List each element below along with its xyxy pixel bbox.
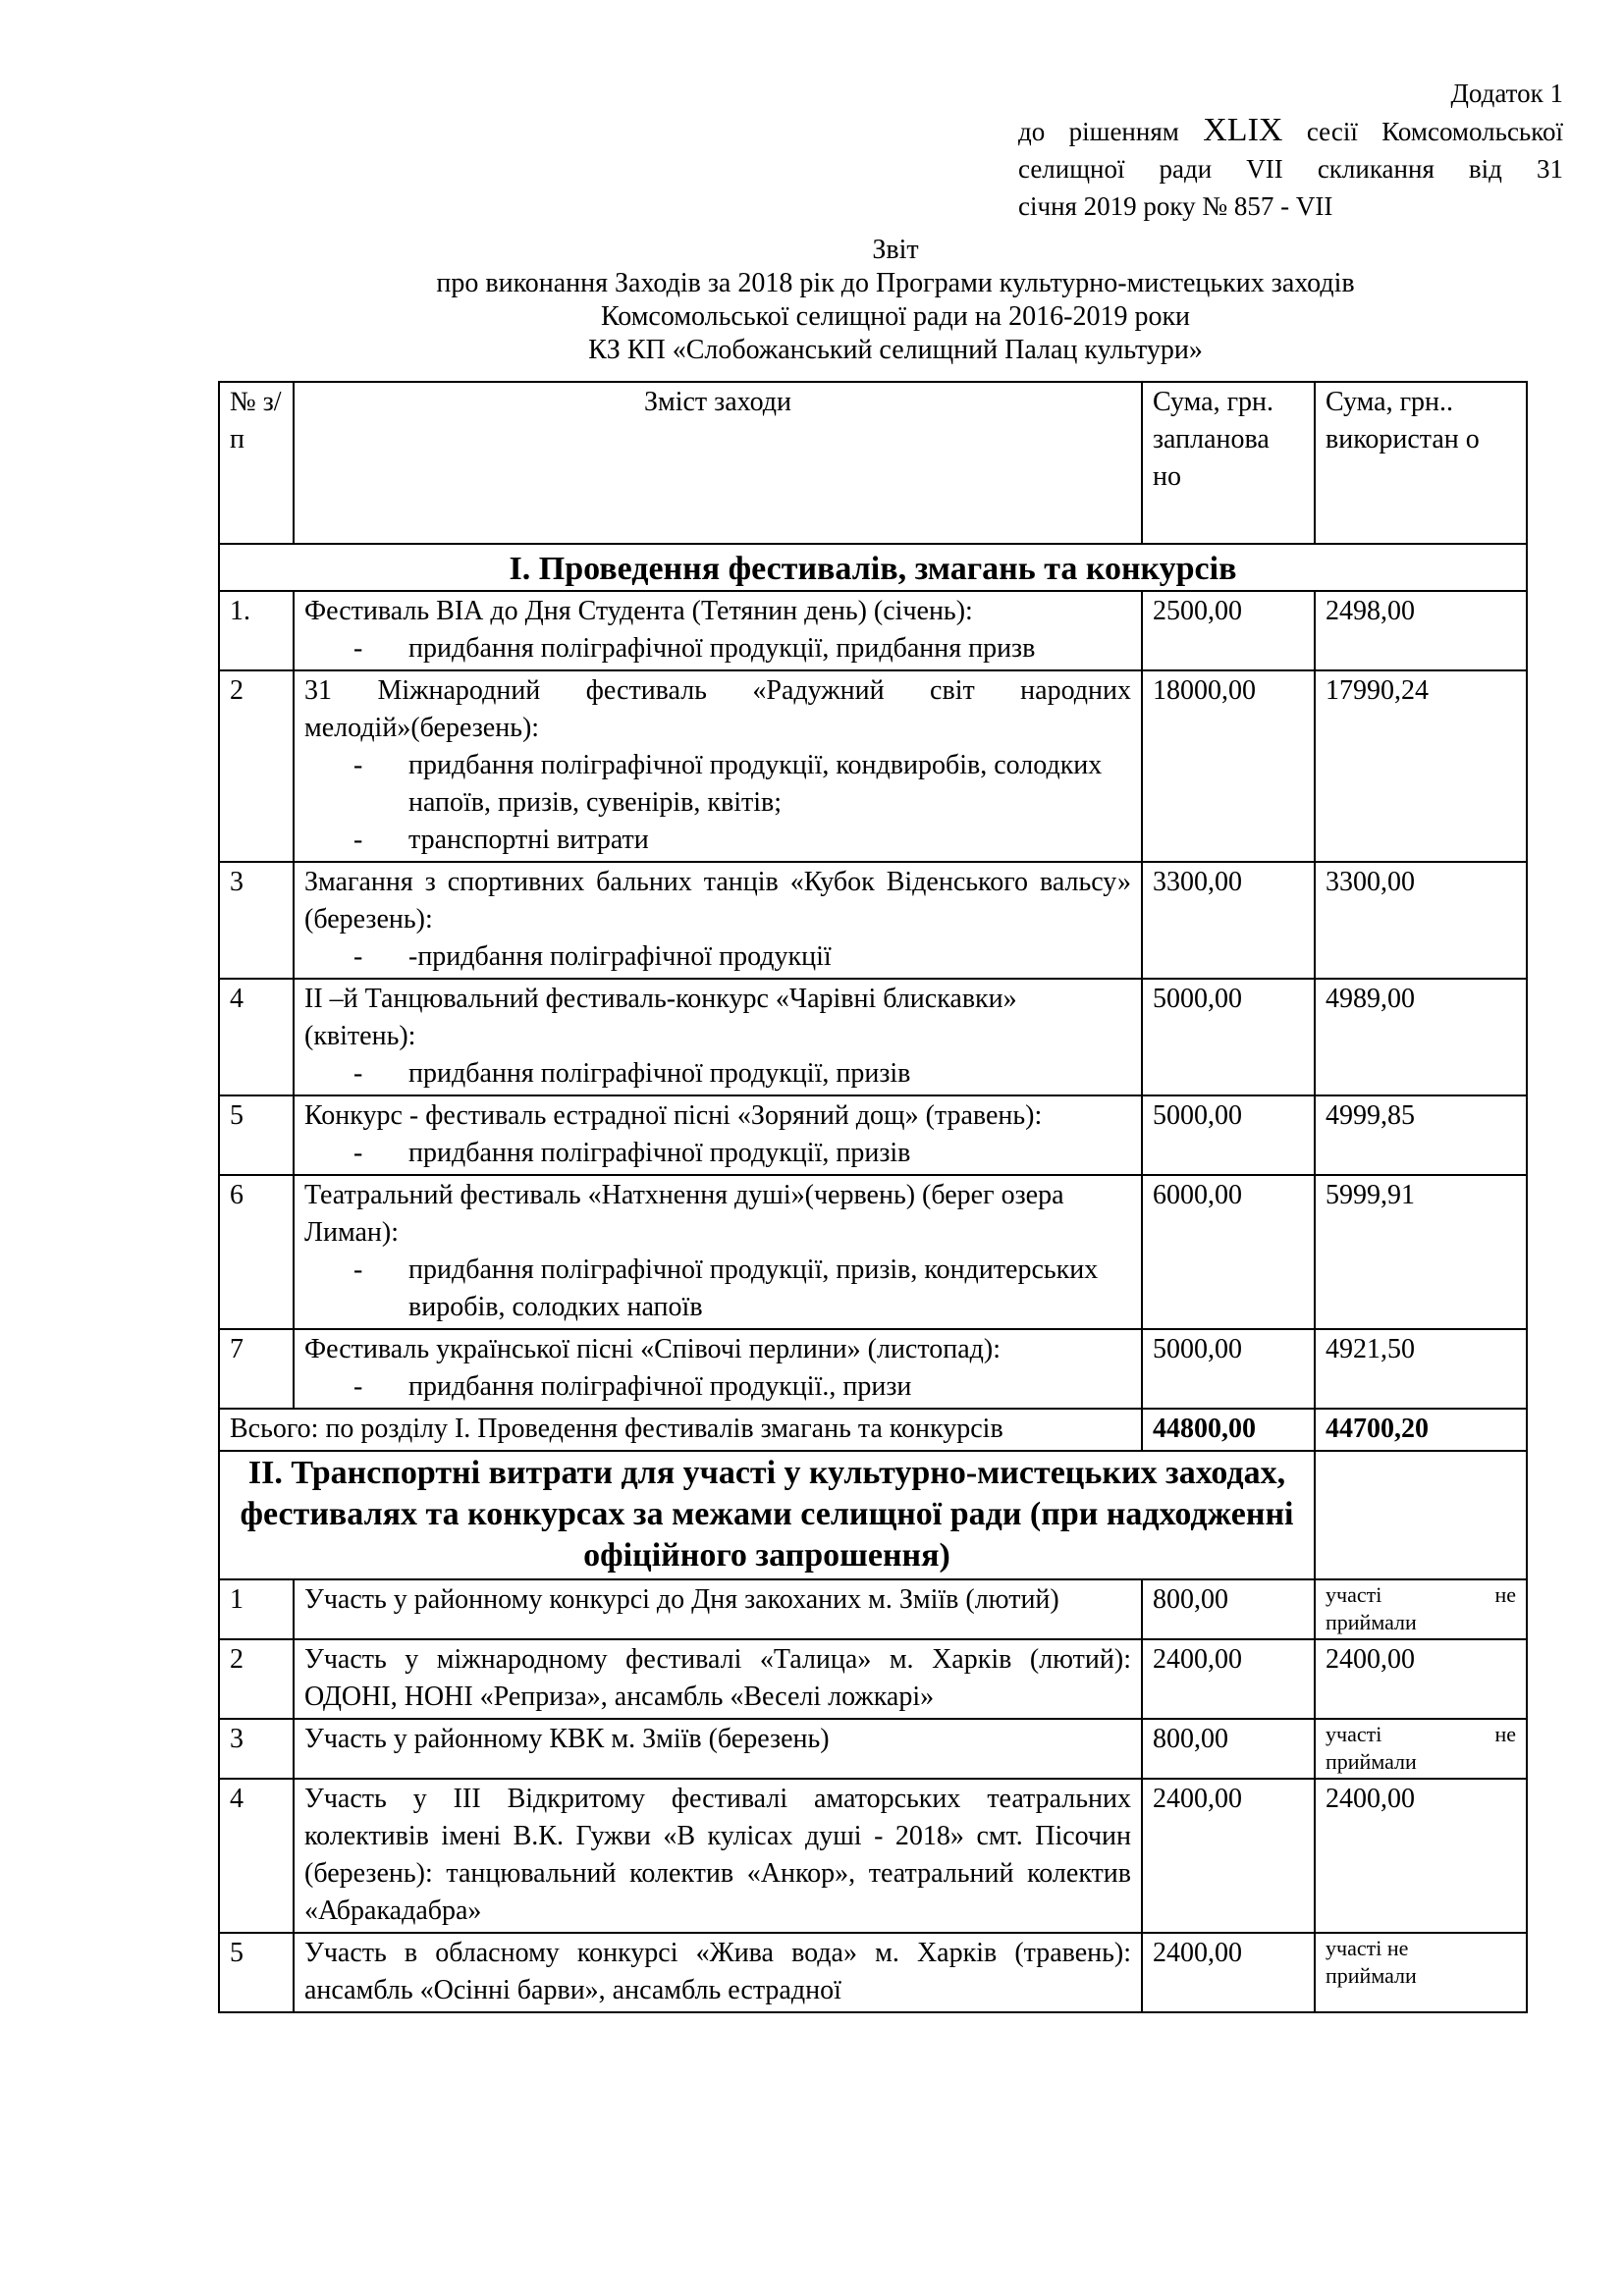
used-sum: 2400,00 [1315, 1779, 1527, 1933]
table-row [219, 1095, 1527, 1175]
header-number: № з/п [219, 382, 294, 544]
row-number: 6 [219, 1175, 294, 1329]
table-row [219, 1779, 1527, 1933]
table-header-row [219, 382, 1527, 544]
row-description [294, 1095, 1142, 1175]
section-1-total-row [219, 1409, 1527, 1451]
total-label: Всього: по розділу І. Проведення фестивалів змагань та конкурсів [219, 1409, 1142, 1451]
planned-sum: 5000,00 [1142, 1095, 1315, 1175]
report-table [218, 381, 1528, 2013]
decision-line-3: січня 2019 року № 857 - VII [1018, 191, 1333, 221]
total-used-sum: 44700,20 [1315, 1409, 1527, 1451]
row-description [294, 979, 1142, 1095]
report-title: Звіт [872, 235, 919, 265]
row-description: Участь у ІІІ Відкритому фестивалі аматорських театральних колективів імені В.К. Гужви «В кулісах душі - 2018» смт. Пісочин (березень): танцювальний колектив «Анкор», театральний колектив «Абракадабра» [294, 1779, 1142, 1933]
planned-sum: 18000,00 [1142, 670, 1315, 862]
event-expense-item: - придбання поліграфічної продукції, призів [353, 1058, 911, 1089]
header-planned-sum: Сума, грн. запланова но [1142, 382, 1315, 544]
used-sum: 2400,00 [1315, 1639, 1527, 1719]
row-number: 2 [219, 1639, 294, 1719]
decision-line-2: селищної ради VII скликання від 31 [1018, 154, 1563, 184]
header-used-sum: Сума, грн.. використан о [1315, 382, 1527, 544]
report-subtitle-3: КЗ КП «Слобожанський селищний Палац культури» [588, 335, 1203, 365]
row-number: 5 [219, 1933, 294, 2012]
used-sum: 2498,00 [1315, 591, 1527, 670]
event-expense-item: - транспортні витрати [353, 825, 649, 855]
table-row [219, 1329, 1527, 1409]
event-expense-item: - придбання поліграфічної продукції, кондвиробів, солодких напоїв, призів, сувенірів, квітів; [353, 750, 1103, 818]
table-row [219, 862, 1527, 979]
event-title: Змагання з спортивних бальних танців «Кубок Віденського вальсу» (березень): [304, 867, 1131, 934]
section-1-header [219, 544, 1527, 591]
session-number: XLIX [1203, 112, 1283, 148]
event-title: 31 Міжнародний фестиваль «Радужний світ народних мелодій»(березень): [304, 675, 1131, 743]
event-expense-item: - придбання поліграфічної продукції, призів, кондитерських виробів, солодких напоїв [353, 1255, 1099, 1322]
planned-sum: 3300,00 [1142, 862, 1315, 979]
planned-sum: 5000,00 [1142, 979, 1315, 1095]
used-sum-note: участі не приймали [1315, 1933, 1527, 2012]
event-expense-item: - -придбання поліграфічної продукції [353, 941, 832, 972]
used-sum: 3300,00 [1315, 862, 1527, 979]
used-sum: 17990,24 [1315, 670, 1527, 862]
section-2-empty-cell [1315, 1451, 1527, 1579]
decision-line-1: до рішенням XLIX сесії Комсомольської [1018, 112, 1563, 148]
row-number: 3 [219, 862, 294, 979]
event-title: Фестиваль ВІА до Дня Студента (Тетянин день) (січень): [304, 596, 973, 626]
row-description [294, 591, 1142, 670]
table-row [219, 591, 1527, 670]
row-description: Участь у міжнародному фестивалі «Талица» м. Харків (лютий): ОДОНІ, НОНІ «Реприза», ансамбль «Веселі ложкарі» [294, 1639, 1142, 1719]
row-number: 3 [219, 1719, 294, 1779]
planned-sum: 2400,00 [1142, 1639, 1315, 1719]
event-title: ІІ –й Танцювальний фестиваль-конкурс «Чарівні блискавки» (квітень): [304, 984, 1017, 1051]
table-row [219, 1933, 1527, 2012]
section-1-title: І. Проведення фестивалів, змагань та конкурсів [219, 544, 1527, 591]
used-sum: 5999,91 [1315, 1175, 1527, 1329]
row-description [294, 1175, 1142, 1329]
event-title: Фестиваль української пісні «Співочі перлини» (листопад): [304, 1334, 1001, 1364]
planned-sum: 800,00 [1142, 1579, 1315, 1639]
event-title: Конкурс - фестиваль естрадної пісні «Зоряний дощ» (травень): [304, 1100, 1043, 1131]
event-expense-item: - придбання поліграфічної продукції, призів [353, 1138, 911, 1168]
table-row [219, 670, 1527, 862]
table-row [219, 1639, 1527, 1719]
planned-sum: 800,00 [1142, 1719, 1315, 1779]
used-sum: 4921,50 [1315, 1329, 1527, 1409]
report-subtitle-1: про виконання Заходів за 2018 рік до Програми культурно-мистецьких заходів [436, 268, 1355, 298]
planned-sum: 2500,00 [1142, 591, 1315, 670]
row-description: Участь в обласному конкурсі «Жива вода» м. Харків (травень): ансамбль «Осінні барви», ансамбль естрадної [294, 1933, 1142, 2012]
decision-reference [1018, 112, 1563, 225]
table-row [219, 979, 1527, 1095]
annex-label: Додаток 1 [1450, 79, 1563, 108]
row-description [294, 670, 1142, 862]
row-number: 5 [219, 1095, 294, 1175]
row-number: 1. [219, 591, 294, 670]
table-row [219, 1175, 1527, 1329]
used-sum-note: участі не приймали [1315, 1579, 1527, 1639]
row-number: 4 [219, 979, 294, 1095]
row-description [294, 1329, 1142, 1409]
header-description: Зміст заходи [294, 382, 1142, 544]
planned-sum: 2400,00 [1142, 1933, 1315, 2012]
planned-sum: 6000,00 [1142, 1175, 1315, 1329]
event-expense-item: - придбання поліграфічної продукції., призи [353, 1371, 912, 1402]
row-description: Участь у районному конкурсі до Дня закоханих м. Зміїв (лютий) [294, 1579, 1142, 1639]
event-expense-item: - придбання поліграфічної продукції, придбання призв [353, 633, 1036, 664]
row-number: 4 [219, 1779, 294, 1933]
row-description: Участь у районному КВК м. Зміїв (березень) [294, 1719, 1142, 1779]
used-sum-note: участі не приймали [1315, 1719, 1527, 1779]
section-2-header [219, 1451, 1527, 1579]
row-number: 1 [219, 1579, 294, 1639]
used-sum: 4989,00 [1315, 979, 1527, 1095]
used-sum: 4999,85 [1315, 1095, 1527, 1175]
row-description [294, 862, 1142, 979]
row-number: 2 [219, 670, 294, 862]
table-row [219, 1719, 1527, 1779]
report-subtitle-2: Комсомольської селищної ради на 2016-2019 роки [600, 301, 1191, 332]
event-title: Театральний фестиваль «Натхнення душі»(червень) (берег озера Лиман): [304, 1180, 1064, 1248]
table-row [219, 1579, 1527, 1639]
planned-sum: 5000,00 [1142, 1329, 1315, 1409]
row-number: 7 [219, 1329, 294, 1409]
planned-sum: 2400,00 [1142, 1779, 1315, 1933]
section-2-title: ІІ. Транспортні витрати для участі у культурно-мистецьких заходах, фестивалях та конкурсах за межами селищної ради (при надходженні офіційного запрошення) [219, 1451, 1315, 1579]
report-heading [196, 234, 1595, 367]
total-planned-sum: 44800,00 [1142, 1409, 1315, 1451]
